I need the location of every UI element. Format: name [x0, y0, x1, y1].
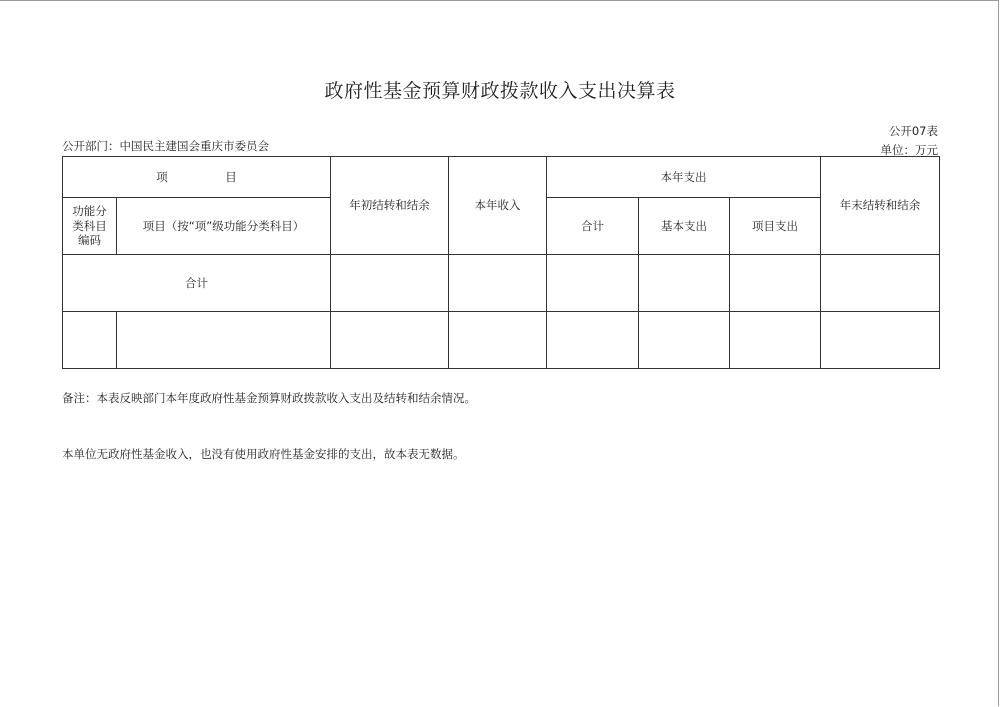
table-cell	[449, 312, 547, 369]
table-cell	[331, 312, 449, 369]
remark-note: 备注：本表反映部门本年度政府性基金预算财政拨款收入支出及结转和结余情况。	[62, 391, 476, 405]
table-row	[63, 312, 940, 369]
header-end-balance: 年末结转和结余	[821, 157, 940, 255]
department-label: 公开部门：中国民主建国会重庆市委员会	[62, 139, 269, 153]
header-expense-group: 本年支出	[547, 157, 821, 198]
table-cell	[117, 312, 331, 369]
table-cell	[639, 255, 730, 312]
header-expense-project: 项目支出	[730, 198, 821, 255]
header-begin-balance: 年初结转和结余	[331, 157, 449, 255]
table-cell	[331, 255, 449, 312]
table-cell	[821, 312, 940, 369]
unit-label: 单位：万元	[880, 143, 938, 157]
header-code: 功能分类科目编码	[63, 198, 117, 255]
table-cell	[547, 255, 639, 312]
form-code: 公开07表	[888, 124, 938, 138]
table-cell	[63, 312, 117, 369]
no-data-note: 本单位无政府性基金收入，也没有使用政府性基金安排的支出，故本表无数据。	[62, 447, 465, 461]
table-cell	[730, 312, 821, 369]
header-income: 本年收入	[449, 157, 547, 255]
header-item: 项 目	[63, 157, 331, 198]
header-row-1	[63, 157, 940, 198]
table-cell	[821, 255, 940, 312]
header-expense-total: 合计	[547, 198, 639, 255]
header-item-name: 项目（按“项”级功能分类科目）	[117, 198, 331, 255]
table-cell	[639, 312, 730, 369]
header-expense-basic: 基本支出	[639, 198, 730, 255]
total-row	[63, 255, 940, 312]
table-cell	[547, 312, 639, 369]
table-cell	[730, 255, 821, 312]
page-title: 政府性基金预算财政拨款收入支出决算表	[324, 80, 676, 102]
total-row-label: 合计	[63, 255, 331, 312]
table-cell	[449, 255, 547, 312]
report-table	[62, 156, 940, 369]
